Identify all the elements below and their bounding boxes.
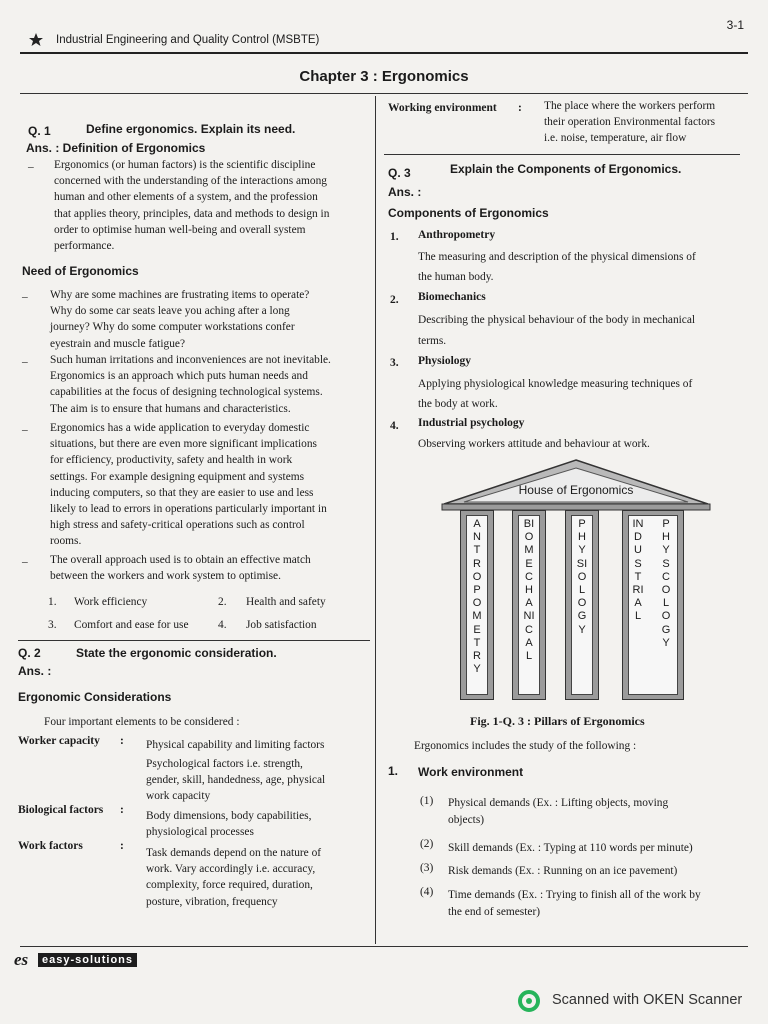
pillar-label: BIOMECHANICAL — [523, 518, 535, 663]
q1-ans-heading: Ans. : Definition of Ergonomics — [26, 141, 206, 155]
need-point-4 — [50, 552, 368, 584]
text-line: The measuring and description of the physical dimensions of — [418, 251, 696, 263]
definition-paragraph — [54, 157, 368, 254]
text-line: capabilities at the focus of designing technological systems. — [50, 386, 323, 399]
section-rule — [384, 154, 740, 155]
q3-heading: Components of Ergonomics — [388, 206, 549, 220]
component-title: Industrial psychology — [418, 417, 525, 429]
text-line: Why are some machines are frustrating items to operate? — [50, 289, 310, 301]
study-num: 1. — [388, 764, 399, 778]
pillar-label: INDUSTRIAL — [632, 518, 644, 623]
text-line: i.e. noise, temperature, air flow — [544, 132, 687, 145]
text-line: Describing the physical behaviour of the body in mechanical — [418, 314, 696, 326]
list-item: Health and safety — [246, 596, 326, 608]
brand-mark: es — [14, 950, 29, 969]
text-line: objects) — [448, 814, 485, 826]
figure-caption: Fig. 1-Q. 3 : Pillars of Ergonomics — [470, 714, 645, 728]
text-line: situations, but there are even more significant implications — [50, 438, 317, 451]
pillar-label: PHYSIOLOGY — [576, 518, 588, 636]
house-title: House of Ergonomics — [518, 483, 634, 497]
row-label: Worker capacity — [18, 735, 100, 747]
text-line: complexity, force required, duration, — [146, 879, 313, 892]
q1-number: Q. 1 — [28, 124, 51, 138]
study-item-num: (1) — [420, 795, 434, 807]
text-line: the human body. — [418, 271, 494, 283]
text-line: the end of semester) — [448, 906, 541, 918]
row-value — [146, 808, 368, 840]
pillar-label: PHYSCOLOGY — [661, 518, 671, 649]
text-line: The overall approach used is to obtain an effective match — [50, 554, 311, 566]
text-line: their operation Environmental factors — [544, 116, 716, 129]
row-value — [146, 756, 368, 805]
study-item — [448, 887, 748, 921]
text-line: Psychological factors i.e. strength, — [146, 758, 303, 770]
row-value — [146, 845, 368, 910]
text-line: likely to lead to errors in operations particularly important in — [50, 503, 327, 516]
component-desc — [418, 310, 748, 352]
row-sep: : — [120, 840, 124, 852]
q2-ans: Ans. : — [18, 664, 52, 678]
text-line: performance. — [54, 240, 115, 253]
text-line: concerned with the understanding of the interactions among — [54, 175, 327, 188]
text-line: Physical demands (Ex. : Lifting objects, moving — [448, 797, 669, 809]
scanner-watermark: Scanned with OKEN Scanner — [552, 992, 743, 1008]
text-line: Risk demands (Ex. : Running on an ice pavement) — [448, 865, 678, 877]
row-label: Work factors — [18, 840, 83, 852]
footer-rule — [20, 946, 748, 947]
bullet-dash: – — [22, 356, 28, 368]
text-line: Such human irritations and inconveniences are not inevitable. — [50, 354, 331, 366]
list-num: 3. — [48, 619, 57, 631]
text-line: between the workers and work system to optimise. — [50, 570, 281, 583]
row-sep: : — [120, 804, 124, 816]
text-line: work capacity — [146, 790, 211, 803]
q2-intro: Four important elements to be considered : — [44, 716, 240, 728]
text-line: the body at work. — [418, 398, 498, 410]
text-line: The place where the workers perform — [544, 100, 716, 112]
bullet-dash: – — [22, 424, 28, 436]
pillar-label: ANTROPOMETRY — [472, 518, 482, 676]
component-num: 1. — [390, 231, 399, 243]
study-item-num: (4) — [420, 886, 434, 898]
text-line: Body dimensions, body capabilities, — [146, 810, 312, 822]
text-line: that applies theory, principles, data and methods to design in — [54, 207, 330, 220]
text-line: settings. For example designing equipment and systems — [50, 470, 305, 483]
list-item: Comfort and ease for use — [74, 619, 189, 631]
text-line: Ergonomics (or human factors) is the scientific discipline — [54, 159, 316, 171]
text-line: Why do some car seats leave you aching after a long — [50, 305, 290, 318]
q3-question: Explain the Components of Ergonomics. — [450, 162, 682, 176]
scanner-logo-icon — [518, 990, 540, 1012]
text-line: The aim is to ensure that humans and characteristics. — [50, 402, 291, 415]
text-line: inducing computers, so that they are easier to use and less — [50, 486, 314, 499]
chapter-rule — [20, 93, 748, 94]
need-point-2 — [50, 352, 368, 417]
column-divider — [375, 96, 376, 944]
list-num: 2. — [218, 596, 227, 608]
list-num: 1. — [48, 596, 57, 608]
header-rule — [20, 52, 748, 54]
study-item-num: (2) — [420, 838, 434, 850]
text-line: Ergonomics has a wide application to everyday domestic — [50, 422, 310, 434]
text-line: Physical capability and limiting factors — [146, 739, 325, 751]
text-line: Observing workers attitude and behaviour at work. — [418, 438, 650, 450]
text-line: journey? Why do some computer workstations confer — [50, 321, 295, 334]
q2-question: State the ergonomic consideration. — [76, 646, 277, 660]
list-item: Work efficiency — [74, 596, 148, 608]
working-env-label: Working environment — [388, 102, 497, 114]
row-value — [146, 737, 368, 753]
study-item — [448, 795, 748, 829]
bullet-dash: – — [22, 291, 28, 303]
need-point-3 — [50, 420, 368, 550]
text-line: Applying physiological knowledge measuring techniques of — [418, 378, 693, 390]
text-line: posture, vibration, frequency — [146, 895, 278, 908]
page-number: 3-1 — [726, 18, 744, 32]
text-line: Task demands depend on the nature of — [146, 847, 322, 859]
text-line: physiological processes — [146, 826, 254, 839]
q1-question: Define ergonomics. Explain its need. — [86, 122, 296, 136]
text-line: human and other elements of a system, and the profession — [54, 191, 318, 204]
bullet-dash: – — [22, 556, 28, 568]
section-rule — [18, 640, 370, 641]
text-line: terms. — [418, 335, 447, 347]
text-line: rooms. — [50, 535, 82, 548]
study-title: Work environment — [418, 765, 524, 779]
component-title: Anthropometry — [418, 229, 496, 241]
q3-ans: Ans. : — [388, 185, 422, 199]
book-title: Industrial Engineering and Quality Control (MSBTE) — [56, 34, 320, 46]
publisher-logo-icon — [28, 32, 44, 48]
text-line: Skill demands (Ex. : Typing at 110 words per minute) — [448, 842, 693, 854]
component-desc — [418, 374, 748, 414]
need-heading: Need of Ergonomics — [22, 264, 139, 278]
component-num: 2. — [390, 294, 399, 306]
text-line: order to optimise human well-being and overall system — [54, 223, 306, 236]
working-env-sep: : — [518, 102, 522, 114]
list-item: Job satisfaction — [246, 619, 317, 631]
text-line: high stress and safety-critical operations such as control — [50, 519, 305, 532]
footer-brand: easy-solutions — [38, 953, 137, 967]
study-item — [448, 863, 748, 879]
component-num: 3. — [390, 357, 399, 369]
text-line: work. Vary accordingly i.e. accuracy, — [146, 863, 316, 876]
q2-heading: Ergonomic Considerations — [18, 690, 172, 704]
bullet-dash: – — [28, 161, 34, 173]
component-title: Biomechanics — [418, 291, 486, 303]
q2-number: Q. 2 — [18, 646, 41, 660]
study-item-num: (3) — [420, 862, 434, 874]
study-item — [448, 840, 748, 856]
text-line: Time demands (Ex. : Trying to finish all of the work by — [448, 889, 701, 901]
need-point-1 — [50, 287, 368, 352]
text-line: eyestrain and muscle fatigue? — [50, 337, 186, 350]
row-sep: : — [120, 735, 124, 747]
component-desc — [418, 247, 748, 287]
text-line: Ergonomics is an approach which puts human needs and — [50, 370, 308, 383]
text-line: gender, skill, handedness, age, physical — [146, 774, 326, 787]
component-title: Physiology — [418, 355, 472, 367]
text-line: for efficiency, productivity, safety and health in work — [50, 454, 293, 467]
working-env-value — [544, 98, 744, 147]
component-desc — [418, 436, 748, 452]
list-num: 4. — [218, 619, 227, 631]
q3-number: Q. 3 — [388, 166, 411, 180]
component-num: 4. — [390, 420, 399, 432]
chapter-title: Chapter 3 : Ergonomics — [299, 68, 469, 85]
study-intro: Ergonomics includes the study of the following : — [414, 740, 637, 752]
row-label: Biological factors — [18, 804, 104, 816]
